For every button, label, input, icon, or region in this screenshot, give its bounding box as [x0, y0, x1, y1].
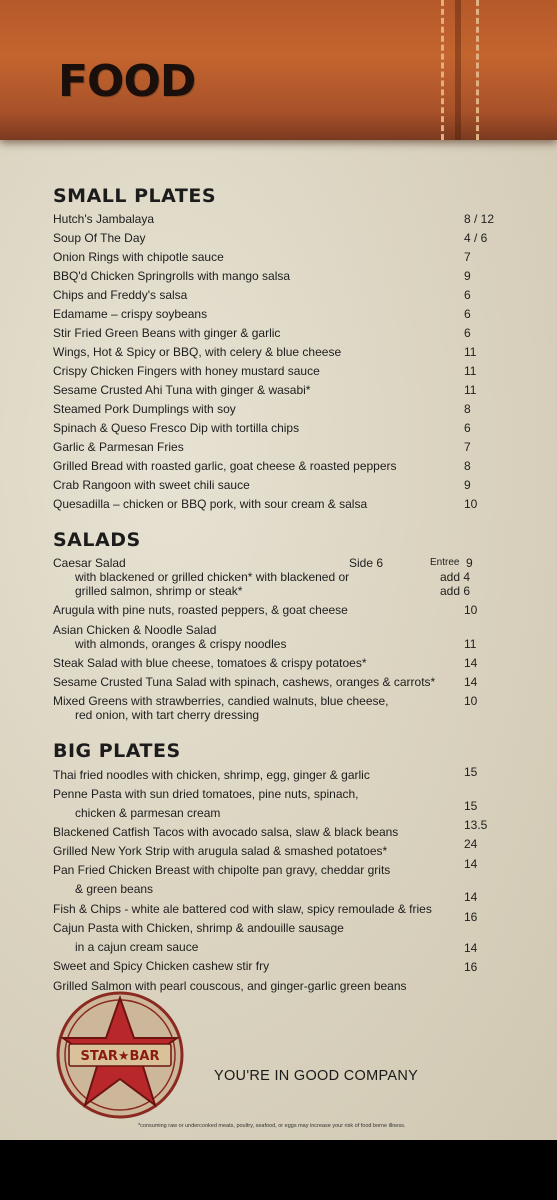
item-price: 7 — [464, 440, 471, 454]
salads-heading: SALADS — [53, 529, 141, 551]
item-price: 10 — [464, 694, 478, 708]
stitching-right — [476, 0, 479, 140]
tagline: YOU'RE IN GOOD COMPANY — [214, 1068, 419, 1084]
bottom-bar — [0, 1140, 557, 1200]
item-price: 11 — [464, 345, 477, 359]
item-name: Blackened Catfish Tacos with avocado salsa, slaw & black beans — [53, 825, 399, 839]
item-price: 10 — [464, 603, 478, 617]
item-price: 11 — [464, 364, 477, 378]
item-detail: & green beans — [75, 882, 154, 896]
item-name: Soup Of The Day — [53, 231, 146, 245]
star-bar-logo — [55, 990, 185, 1120]
item-name: Sweet and Spicy Chicken cashew stir fry — [53, 959, 270, 973]
item-price: 24 — [464, 837, 478, 851]
item-name: Sesame Crusted Ahi Tuna with ginger & wasabi* — [53, 383, 311, 397]
item-price: 6 — [464, 307, 471, 321]
item-price: 13.5 — [464, 818, 488, 832]
item-price: 15 — [464, 765, 478, 779]
item-name: BBQ'd Chicken Springrolls with mango salsa — [53, 269, 291, 283]
item-price: 16 — [464, 960, 478, 974]
item-detail: in a cajun cream sauce — [75, 940, 199, 954]
leather-header — [0, 0, 557, 140]
item-detail: grilled salmon, shrimp or steak* — [75, 584, 243, 598]
item-name: Arugula with pine nuts, roasted peppers, & goat cheese — [53, 603, 348, 617]
item-price: 4 / 6 — [464, 231, 488, 245]
item-price: 9 — [464, 269, 471, 283]
item-price: 14 — [464, 857, 478, 871]
page-title: FOOD — [58, 56, 196, 107]
item-name: Grilled New York Strip with arugula salad & smashed potatoes* — [53, 844, 388, 858]
item-name: Cajun Pasta with Chicken, shrimp & andouille sausage — [53, 921, 344, 935]
item-name: Garlic & Parmesan Fries — [53, 440, 184, 454]
item-name: Wings, Hot & Spicy or BBQ, with celery & blue cheese — [53, 345, 342, 359]
item-name: Fish & Chips - white ale battered cod with slaw, spicy remoulade & fries — [53, 902, 432, 916]
item-name: Onion Rings with chipotle sauce — [53, 250, 224, 264]
item-detail: red onion, with tart cherry dressing — [75, 708, 260, 722]
entree-label: Entree — [430, 557, 460, 568]
item-name: Grilled Salmon with pearl couscous, and ginger-garlic green beans — [53, 979, 407, 993]
item-name: Thai fried noodles with chicken, shrimp, egg, ginger & garlic — [53, 768, 370, 782]
item-price: 8 — [464, 459, 471, 473]
item-price: 14 — [464, 941, 478, 955]
item-name: Hutch's Jambalaya — [53, 212, 155, 226]
big-plates-heading: BIG PLATES — [53, 740, 181, 762]
item-detail: chicken & parmesan cream — [75, 806, 221, 820]
add-price: add 6 — [440, 584, 471, 598]
item-name: Crispy Chicken Fingers with honey mustard sauce — [53, 364, 320, 378]
entree-price: 9 — [466, 556, 473, 570]
item-price: 9 — [464, 478, 471, 492]
small-plates-heading: SMALL PLATES — [53, 185, 217, 207]
item-price: 14 — [464, 675, 478, 689]
side-price: Side 6 — [349, 556, 384, 570]
item-name: Penne Pasta with sun dried tomatoes, pine nuts, spinach, — [53, 787, 359, 801]
item-price: 7 — [464, 250, 471, 264]
item-price: 11 — [464, 637, 477, 651]
item-detail: with blackened or grilled chicken* with blackened or — [75, 570, 350, 584]
item-price: 14 — [464, 890, 478, 904]
item-price: 8 — [464, 402, 471, 416]
item-price: 16 — [464, 910, 478, 924]
item-price: 8 / 12 — [464, 212, 495, 226]
item-name: Sesame Crusted Tuna Salad with spinach, cashews, oranges & carrots* — [53, 675, 436, 689]
item-name: Steak Salad with blue cheese, tomatoes & crispy potatoes* — [53, 656, 367, 670]
disclaimer: *consuming raw or undercooked meats, poultry, seafood, or eggs may increase your risk of food borne illness. — [138, 1123, 406, 1129]
item-name: Caesar Salad — [53, 556, 126, 570]
item-name: Grilled Bread with roasted garlic, goat cheese & roasted peppers — [53, 459, 397, 473]
item-name: Pan Fried Chicken Breast with chipolte pan gravy, cheddar grits — [53, 863, 391, 877]
item-price: 10 — [464, 497, 478, 511]
item-name: Steamed Pork Dumplings with soy — [53, 402, 236, 416]
stitching-left — [441, 0, 444, 140]
add-price: add 4 — [440, 570, 471, 584]
item-price: 6 — [464, 288, 471, 302]
item-price: 15 — [464, 799, 478, 813]
item-price: 6 — [464, 421, 471, 435]
item-name: Quesadilla – chicken or BBQ pork, with sour cream & salsa — [53, 497, 368, 511]
item-name: Spinach & Queso Fresco Dip with tortilla chips — [53, 421, 300, 435]
item-price: 11 — [464, 383, 477, 397]
item-name: Chips and Freddy's salsa — [53, 288, 188, 302]
leather-fold — [455, 0, 461, 140]
item-name: Asian Chicken & Noodle Salad — [53, 623, 217, 637]
item-name: Mixed Greens with strawberries, candied walnuts, blue cheese, — [53, 694, 389, 708]
item-detail: with almonds, oranges & crispy noodles — [75, 637, 287, 651]
item-name: Stir Fried Green Beans with ginger & garlic — [53, 326, 281, 340]
item-name: Edamame – crispy soybeans — [53, 307, 208, 321]
item-name: Crab Rangoon with sweet chili sauce — [53, 478, 250, 492]
item-price: 6 — [464, 326, 471, 340]
logo-text: STAR★BAR — [80, 1049, 160, 1064]
item-price: 14 — [464, 656, 478, 670]
